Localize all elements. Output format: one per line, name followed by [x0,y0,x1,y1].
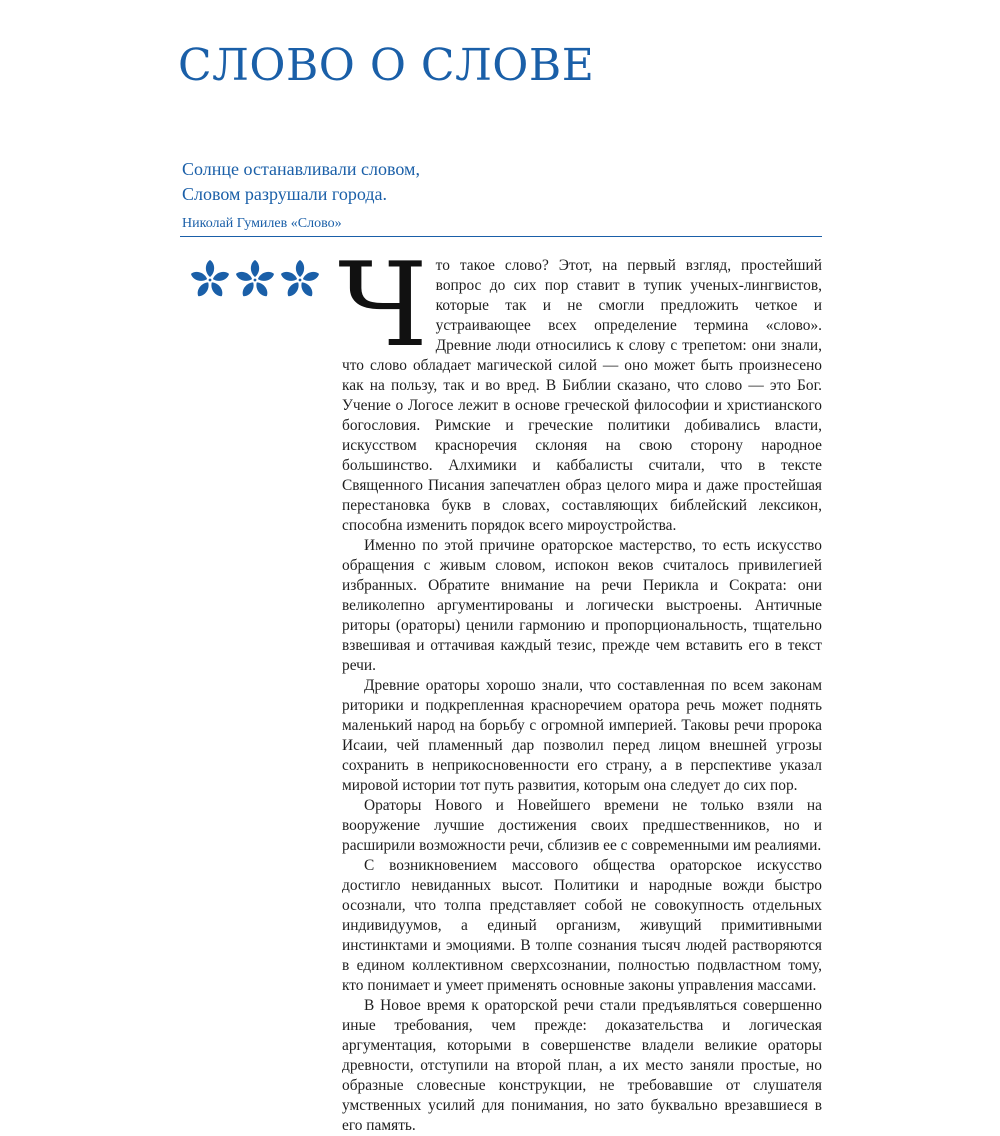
paragraph [338,238,822,536]
flower-ornament-icon [190,258,322,302]
epigraph-line: Солнце останавливали словом, [182,159,420,179]
epigraph-source: Николай Гумилев «Слово» [182,216,342,231]
paragraph: С возникновением массового общества ораторское искусство достигло невиданных высот. Политики и народные вожди быстро осознали, что толпа представляет собой не совокупность отдельных индивидуумов, а единый организм, живущий примитивными инстинктами и эмоциями. В толпе сознания тысяч людей растворяются в едином коллективном сверхсознании, полностью подвластном тому, кто понимает и умеет применять основные законы управления массами. [342,857,822,994]
divider-rule [180,236,822,237]
page-title: СЛОВО О СЛОВЕ [178,40,595,91]
paragraph: Именно по этой причине ораторское мастерство, то есть искусство обращения с живым словом, испокон веков считалось привилегией избранных. Обратите внимание на речи Перикла и Сократа: они великолепно аргументированы и логически выстроены. Античные риторы (ораторы) ценили гармонию и пропорциональность, тщательно взвешивая и оттачивая каждый тезис, прежде чем вставить его в текст речи. [342,537,822,674]
flower-icon [235,260,276,299]
epigraph [182,157,802,233]
epigraph-line: Словом разрушали города. [182,184,387,204]
paragraph-text: то такое слово? Этот, на первый взгляд, простейший вопрос до сих пор ставит в тупик ученых-лингвистов, которые так и не смогли предложить четкое и устраивающее всех определение термина «слово». Древние люди относились к слову с трепетом: они знали, что слово обладает магической силой — оно может быть произнесено как на пользу, так и во вред. В Библии сказано, что слово — это Бог. Учение о Логосе лежит в основе греческой философии и христианского богословия. Римские и греческие политики добивались власти, искусством красноречия склоняя на свою сторону народное большинство. Алхимики и каббалисты считали, что в тексте Священного Писания запечатлен образ целого мира и даже простейшая перестановка букв в словах, составляющих библейский лексикон, способна изменить порядок всего мироустройства. [342,257,822,534]
flower-icon [280,260,321,299]
paragraph: Ораторы Нового и Новейшего времени не только взяли на вооружение лучшие достижения своих предшественников, но и расширили возможности речи, сблизив ее с современными им реалиями. [342,797,822,854]
article-body [338,238,822,1136]
paragraph: Древние ораторы хорошо знали, что составленная по всем законам риторики и подкрепленная красноречием оратора речь может поднять маленький народ на борьбу с огромной империей. Таковы речи пророка Исаии, чей пламенный дар позволил перед лицом внешней угрозы сохранить в неприкосновенности его страну, а в перспективе указал мировой истории тот путь развития, которым она следует до сих пор. [342,677,822,794]
paragraph: В Новое время к ораторской речи стали предъявляться совершенно иные требования, чем прежде: доказательства и логическая аргументация, которыми в совершенстве владели великие ораторы древности, отступили на второй план, а их место заняли простые, но образные словесные конструкции, не требовавшие от слушателя умственных усилий для понимания, но зато буквально врезавшиеся в его память. [342,997,822,1134]
flower-icon [190,260,230,299]
drop-cap: Ч [338,238,428,373]
ornament [190,258,322,302]
